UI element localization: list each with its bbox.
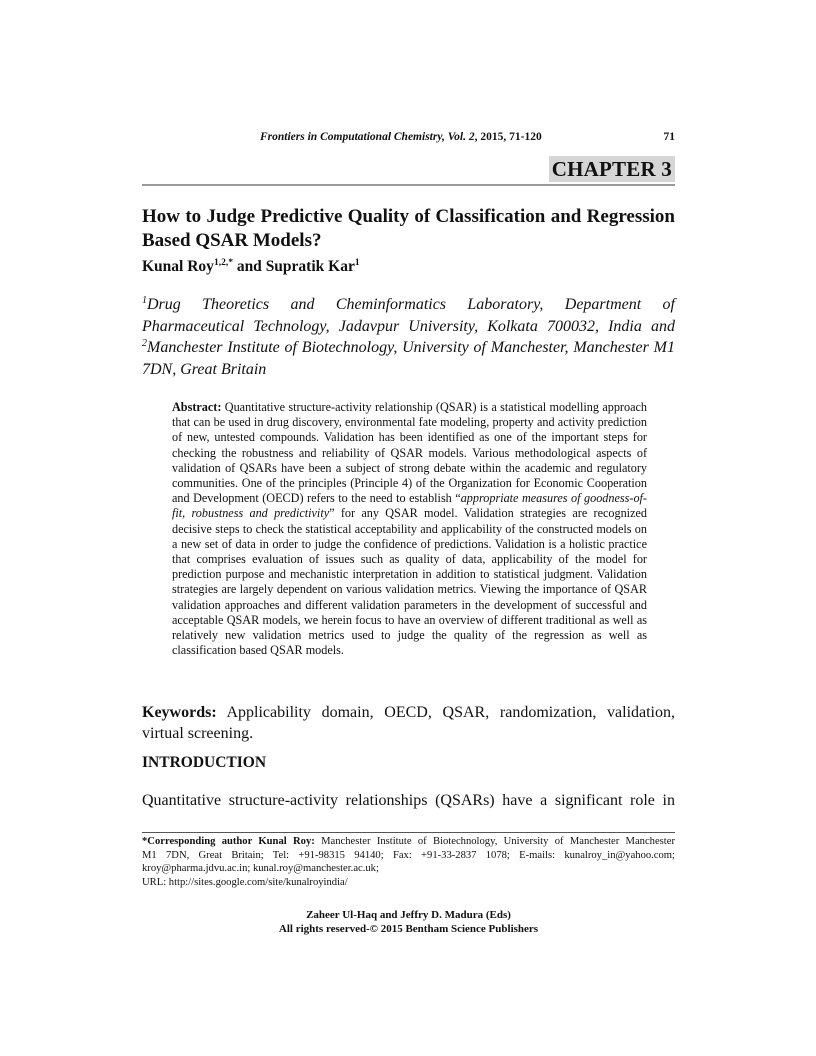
- keywords-label: Keywords:: [142, 704, 217, 721]
- abstract: [172, 400, 647, 658]
- author-affiliation-marker: 1: [354, 258, 360, 268]
- journal-year-pages: , 2015, 71-120: [474, 131, 542, 143]
- affiliation-text: Drug Theoretics and Cheminformatics Laboratory, Department of Pharmaceutical Technology, Jadavpur University, Kolkata 700032, India and: [142, 296, 675, 335]
- intro-paragraph: Quantitative structure-activity relationships (QSARs) have a significant role in: [142, 792, 675, 809]
- keywords-text: Applicability domain, OECD, QSAR, randomization, validation, virtual screening.: [142, 704, 675, 742]
- footnote-line: [142, 835, 675, 849]
- publisher-info: [142, 909, 675, 936]
- editors-line: Zaheer Ul-Haq and Jeffry D. Madura (Eds): [306, 909, 511, 921]
- author-name: Supratik Kar: [265, 258, 355, 275]
- chapter-label: CHAPTER 3: [549, 156, 675, 182]
- copyright-line: All rights reserved-© 2015 Bentham Science Publishers: [278, 922, 539, 935]
- affiliations: [142, 294, 675, 380]
- author-line: [142, 258, 360, 276]
- abstract-quote: appropriate measures of goodness-of-fit, robustness and predictivity: [172, 491, 647, 521]
- footnote-url-line: URL: http://sites.google.com/site/kunalroyindia/: [142, 877, 348, 889]
- keywords: [142, 702, 675, 744]
- section-heading: INTRODUCTION: [142, 754, 267, 771]
- abstract-text: ” for any QSAR model. Validation strategies are recognized decisive steps to check the statistical acceptability and applicability of the constructed models on a new set of data in order to judge the confidence of predictions. Validation is a holistic practice that comprises evaluation of issues such as quality of data, applicability of the model for prediction purpose and mechanistic interpretation in addition to statistical judgment. Validation strategies are largely dependent on various validation metrics. Viewing the importance of QSAR validation approaches and different validation parameters in the development of successful and acceptable QSAR models, we herein focus to have an overview of different traditional as well as relatively new validation metrics used to judge the quality of the regression as well as classification based QSAR models.: [172, 506, 647, 658]
- abstract-text: Quantitative structure-activity relationship (QSAR) is a statistical modelling approach that can be used in drug discovery, environmental fate modeling, property and activity prediction of new, untested compounds. Validation has been identified as one of the important steps for checking the robustness and reliability of QSAR models. Various methodological aspects of validation of QSARs have been a subject of strong debate within the academic and regulatory communities. One of the principles (Principle 4) of the Organization for Economic Cooperation and Development (OECD) refers to the need to establish “: [172, 400, 647, 506]
- footnote-text: Manchester Institute of Biotechnology, University of Manchester Manchester: [314, 836, 675, 847]
- page-number: 71: [663, 131, 675, 143]
- affiliation-marker: 2: [142, 338, 147, 349]
- chapter-title: How to Judge Predictive Quality of Classification and Regression Based QSAR Models?: [142, 206, 675, 251]
- footnote-line: M1 7DN, Great Britain; Tel: +91-98315 94140; Fax: +91-33-2837 1078; E-mails: kunalroy_in@yahoo.com;: [142, 849, 675, 861]
- abstract-label: Abstract:: [172, 400, 222, 414]
- running-head-journal: [260, 131, 542, 143]
- chapter-rule-divider: [142, 184, 675, 186]
- footnote-label: *Corresponding author Kunal Roy:: [142, 836, 315, 847]
- author-name: Kunal Roy: [142, 258, 214, 275]
- affiliation-text: Manchester Institute of Biotechnology, University of Manchester, Manchester M1 7DN, Great Britain: [142, 339, 675, 378]
- author-conjunction: and: [232, 258, 266, 275]
- journal-title: Frontiers in Computational Chemistry, Vol. 2: [260, 131, 475, 143]
- footnote-divider: [142, 832, 675, 833]
- author-affiliation-marker: 1,2,*: [213, 258, 233, 268]
- affiliation-marker: 1: [142, 295, 147, 306]
- corresponding-author-footnote: [142, 835, 675, 890]
- footnote-line: kroy@pharma.jdvu.ac.in; kunal.roy@manchester.ac.uk;: [142, 863, 379, 875]
